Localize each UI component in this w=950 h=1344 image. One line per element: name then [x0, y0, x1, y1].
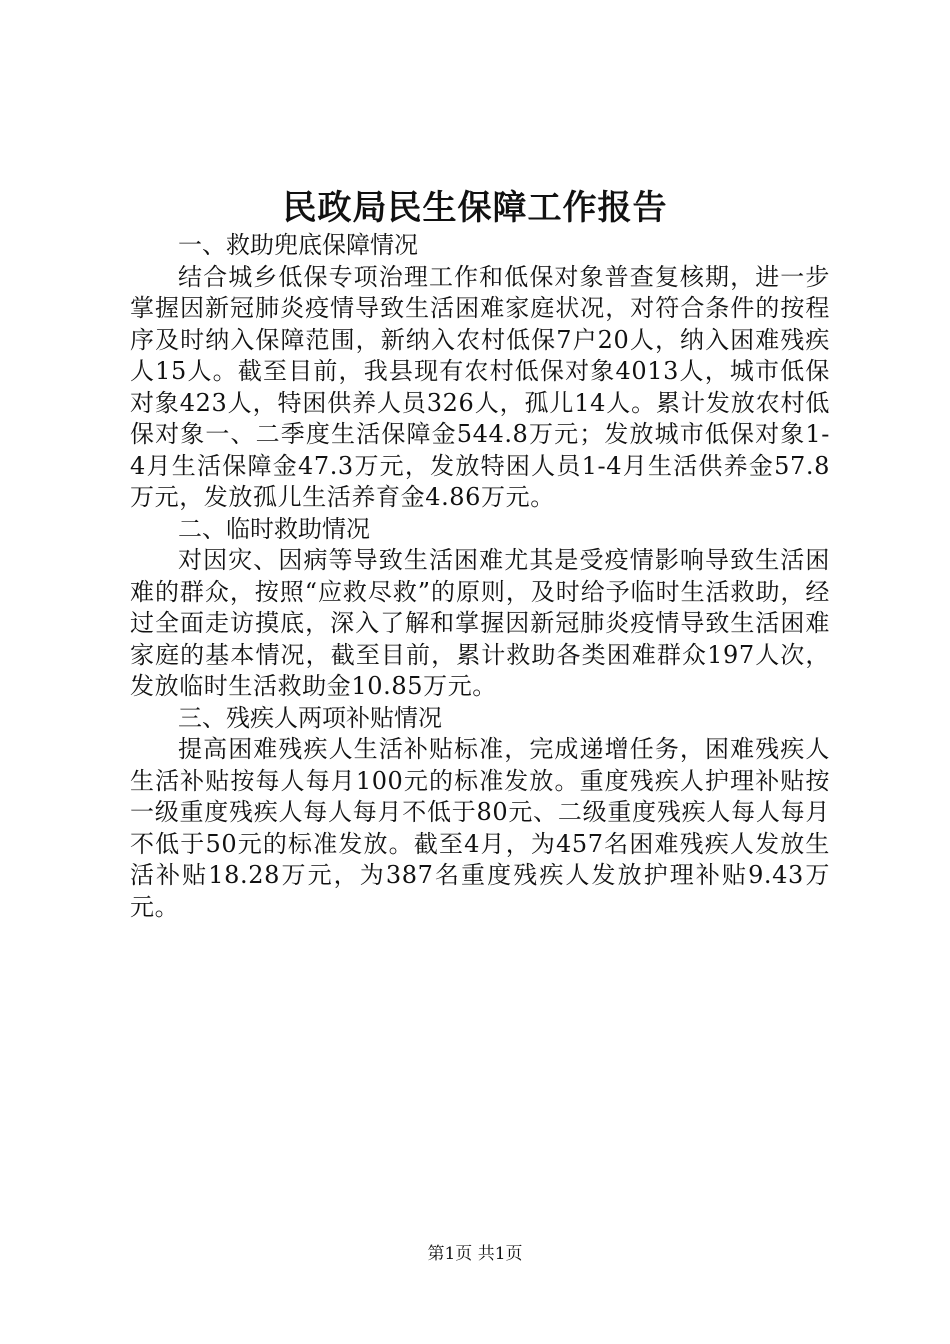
section-paragraph-1: 结合城乡低保专项治理工作和低保对象普查复核期，进一步掌握因新冠肺炎疫情导致生活困难家庭状况，对符合条件的按程序及时纳入保障范围，新纳入农村低保7户20人，纳入困难残疾人15人。截至目前，我县现有农村低保对象4013人，城市低保对象423人，特困供养人员326人，孤儿14人。累计发放农村低保对象一、二季度生活保障金544.8万元；发放城市低保对象1-4月生活保障金47.3万元，发放特困人员1-4月生活供养金57.8万元，发放孤儿生活养育金4.86万元。 [130, 262, 830, 511]
page-footer: 第1页 共1页 [427, 1244, 523, 1264]
section-paragraph-3: 提高困难残疾人生活补贴标准，完成递增任务，困难残疾人生活补贴按每人每月100元的标准发放。重度残疾人护理补贴按一级重度残疾人每人每月不低于80元、二级重度残疾人每人每月不低于50元的标准发放。截至4月，为457名困难残疾人发放生活补贴18.28万元，为387名重度残疾人发放护理补贴9.43万元。 [130, 735, 830, 921]
document-body [130, 230, 830, 923]
section-paragraph-2: 对因灾、因病等导致生活困难尤其是受疫情影响导致生活困难的群众，按照“应救尽救”的原则，及时给予临时生活救助，经过全面走访摸底，深入了解和掌握因新冠肺炎疫情导致生活困难家庭的基本情况，截至目前，累计救助各类困难群众197人次，发放临时生活救助金10.85万元。 [130, 546, 830, 700]
section-heading-1: 一、救助兜底保障情况 [178, 231, 418, 259]
section-heading-3: 三、残疾人两项补贴情况 [178, 703, 442, 732]
section-heading-2: 二、临时救助情况 [178, 514, 370, 543]
document-title: 民政局民生保障工作报告 [282, 188, 668, 228]
